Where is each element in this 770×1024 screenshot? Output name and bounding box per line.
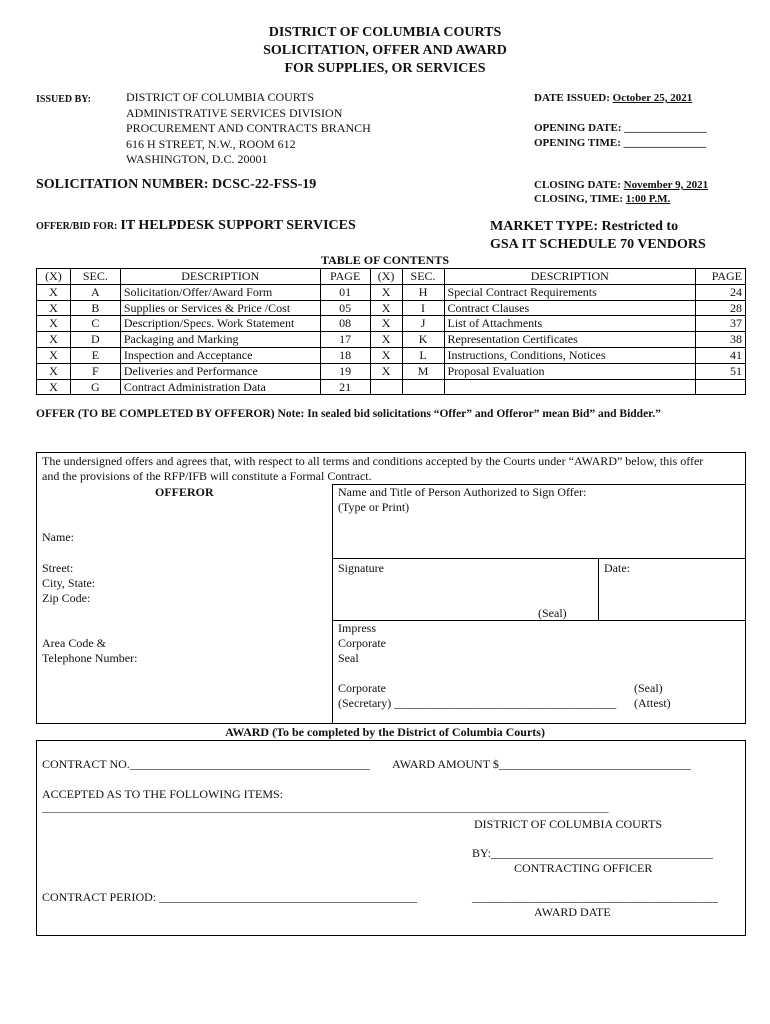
- toc-cell-x: X: [37, 363, 71, 379]
- accepted-items-label: ACCEPTED AS TO THE FOLLOWING ITEMS:: [42, 787, 284, 801]
- toc-cell-x: [370, 379, 402, 395]
- toc-cell-page: 21: [320, 379, 370, 395]
- name-title-line1: Name and Title of Person Authorized to Sign Offer:: [338, 485, 587, 499]
- toc-row: [37, 316, 746, 332]
- toc-cell-sec: [402, 379, 444, 395]
- offer-bid-for: [36, 218, 356, 234]
- form-title-line2: SOLICITATION, OFFER AND AWARD: [263, 43, 507, 58]
- issued-by-line: WASHINGTON, D.C. 20001: [126, 152, 268, 166]
- toc-row: [37, 284, 746, 300]
- toc-cell-desc: Inspection and Acceptance: [120, 347, 320, 363]
- closing-date-value: November 9, 2021: [623, 179, 709, 191]
- toc-cell-sec: K: [402, 332, 444, 348]
- issued-by-address: [126, 90, 371, 168]
- solicitation-number: SOLICITATION NUMBER: DCSC-22-FSS-19: [36, 177, 317, 192]
- offer-note: OFFER (TO BE COMPLETED BY OFFEROR) Note: In sealed bid solicitations “Offer” and Offeror” mean Bid” and Bidder.”: [36, 408, 661, 420]
- by-signature-line: BY:_____________________________________: [472, 846, 713, 860]
- toc-cell-page: [696, 379, 746, 395]
- telephone-label: Telephone Number:: [42, 651, 138, 665]
- market-type-line2: GSA IT SCHEDULE 70 VENDORS: [490, 237, 706, 252]
- toc-cell-x: X: [37, 379, 71, 395]
- corporate-seal-label: (Seal): [634, 681, 663, 695]
- date-issued: [534, 92, 692, 104]
- toc-header-desc: DESCRIPTION: [120, 269, 320, 285]
- toc-row: [37, 379, 746, 395]
- toc-cell-x: X: [37, 300, 71, 316]
- issued-by-line: DISTRICT OF COLUMBIA COURTS: [126, 90, 315, 104]
- toc-cell-sec: C: [70, 316, 120, 332]
- toc-cell-desc: Representation Certificates: [444, 332, 696, 348]
- toc-cell-sec: G: [70, 379, 120, 395]
- offer-bid-value: IT HELPDESK SUPPORT SERVICES: [120, 218, 356, 233]
- form-title-line3: FOR SUPPLIES, OR SERVICES: [284, 61, 486, 76]
- toc-cell-sec: J: [402, 316, 444, 332]
- toc-cell-sec: I: [402, 300, 444, 316]
- accepted-items-line: ______________________________________________________________________________________________________________________: [42, 803, 609, 814]
- toc-cell-x: X: [370, 284, 402, 300]
- issued-by-line: PROCUREMENT AND CONTRACTS BRANCH: [126, 121, 371, 135]
- toc-header-row: [37, 269, 746, 285]
- issued-by-line: 616 H STREET, N.W., ROOM 612: [126, 136, 296, 151]
- date-issued-value: October 25, 2021: [612, 92, 693, 104]
- toc-header-desc: DESCRIPTION: [444, 269, 696, 285]
- toc-cell-desc: Description/Specs. Work Statement: [120, 316, 320, 332]
- street-label: Street:: [42, 561, 74, 575]
- toc-cell-x: X: [37, 284, 71, 300]
- opening-date: OPENING DATE: _______________: [534, 122, 707, 134]
- toc-cell-page: 01: [320, 284, 370, 300]
- courts-signature-label: DISTRICT OF COLUMBIA COURTS: [474, 817, 663, 831]
- toc-cell-desc: [444, 379, 696, 395]
- market-type-line1: MARKET TYPE: Restricted to: [490, 219, 679, 234]
- toc-cell-sec: D: [70, 332, 120, 348]
- city-state-label: City, State:: [42, 576, 96, 590]
- toc-cell-desc: Proposal Evaluation: [444, 363, 696, 379]
- toc-cell-page: 05: [320, 300, 370, 316]
- closing-date: [534, 179, 708, 191]
- award-amount-field: AWARD AMOUNT $________________________________: [392, 757, 691, 771]
- toc-cell-x: X: [370, 347, 402, 363]
- toc-cell-page: 51: [696, 363, 746, 379]
- toc-cell-page: 24: [696, 284, 746, 300]
- offeror-heading: OFFEROR: [155, 485, 214, 499]
- signature-divider-top: [332, 558, 746, 559]
- toc-cell-sec: L: [402, 347, 444, 363]
- toc-cell-desc: List of Attachments: [444, 316, 696, 332]
- toc-header-page: PAGE: [696, 269, 746, 285]
- toc-cell-x: X: [37, 332, 71, 348]
- impress-line1: Impress: [338, 621, 376, 635]
- toc-cell-desc: Solicitation/Offer/Award Form: [120, 284, 320, 300]
- toc-cell-page: 18: [320, 347, 370, 363]
- table-of-contents: [36, 268, 746, 395]
- date-divider: [598, 558, 599, 620]
- toc-cell-desc: Supplies or Services & Price /Cost: [120, 300, 320, 316]
- contract-number-field: CONTRACT NO.________________________________________: [42, 757, 370, 771]
- seal-label: (Seal): [538, 606, 567, 620]
- toc-cell-x: X: [37, 347, 71, 363]
- issued-by-label: ISSUED BY:: [36, 94, 91, 105]
- closing-time-value: 1:00 P.M.: [625, 193, 671, 205]
- date-label: Date:: [604, 561, 630, 575]
- toc-cell-sec: B: [70, 300, 120, 316]
- toc-row: [37, 347, 746, 363]
- award-heading: AWARD (To be completed by the District of Columbia Courts): [225, 725, 545, 739]
- toc-cell-sec: E: [70, 347, 120, 363]
- toc-cell-desc: Contract Clauses: [444, 300, 696, 316]
- impress-line3: Seal: [338, 651, 359, 665]
- corporate-label: Corporate: [338, 681, 386, 695]
- opening-time: OPENING TIME: _______________: [534, 137, 707, 149]
- award-date-line: _________________________________________: [472, 890, 718, 904]
- toc-cell-page: 37: [696, 316, 746, 332]
- toc-cell-desc: Instructions, Conditions, Notices: [444, 347, 696, 363]
- offer-intro-line1: The undersigned offers and agrees that, with respect to all terms and conditions accepted by the Courts under “AWARD” below, this offer: [42, 454, 704, 468]
- toc-cell-page: 08: [320, 316, 370, 332]
- award-date-label: AWARD DATE: [534, 905, 611, 919]
- toc-cell-x: X: [370, 316, 402, 332]
- area-code-label: Area Code &: [42, 636, 106, 650]
- closing-date-label: CLOSING DATE:: [534, 179, 621, 191]
- date-issued-label: DATE ISSUED:: [534, 92, 610, 104]
- toc-cell-desc: Contract Administration Data: [120, 379, 320, 395]
- toc-header-sec: SEC.: [70, 269, 120, 285]
- toc-cell-sec: M: [402, 363, 444, 379]
- offer-bid-label: OFFER/BID FOR:: [36, 221, 118, 232]
- toc-cell-page: 41: [696, 347, 746, 363]
- toc-cell-x: X: [37, 316, 71, 332]
- toc-cell-desc: Deliveries and Performance: [120, 363, 320, 379]
- toc-header-x: (X): [370, 269, 402, 285]
- offer-intro-line2: and the provisions of the RFP/IFB will constitute a Formal Contract.: [42, 469, 372, 483]
- zip-code-label: Zip Code:: [42, 591, 91, 605]
- issued-by-line: ADMINISTRATIVE SERVICES DIVISION: [126, 105, 343, 120]
- offer-column-divider: [332, 484, 333, 724]
- toc-cell-page: 19: [320, 363, 370, 379]
- toc-cell-x: X: [370, 300, 402, 316]
- toc-cell-sec: H: [402, 284, 444, 300]
- toc-cell-page: 28: [696, 300, 746, 316]
- closing-time: [534, 193, 670, 205]
- attest-label: (Attest): [634, 696, 671, 710]
- contract-period-field: CONTRACT PERIOD: ___________________________________________: [42, 890, 418, 904]
- toc-title: TABLE OF CONTENTS: [320, 253, 450, 267]
- impress-line2: Corporate: [338, 636, 386, 650]
- form-title-line1: DISTRICT OF COLUMBIA COURTS: [268, 25, 502, 40]
- toc-header-sec: SEC.: [402, 269, 444, 285]
- name-title-line2: (Type or Print): [338, 500, 410, 514]
- market-type: [490, 218, 706, 254]
- toc-cell-page: 38: [696, 332, 746, 348]
- signature-label: Signature: [338, 561, 384, 575]
- toc-cell-desc: Packaging and Marking: [120, 332, 320, 348]
- toc-header-x: (X): [37, 269, 71, 285]
- toc-cell-sec: A: [70, 284, 120, 300]
- toc-row: [37, 300, 746, 316]
- secretary-line: (Secretary) _____________________________________: [338, 696, 617, 710]
- toc-cell-page: 17: [320, 332, 370, 348]
- toc-row: [37, 363, 746, 379]
- toc-cell-desc: Special Contract Requirements: [444, 284, 696, 300]
- name-label: Name:: [42, 530, 74, 544]
- closing-time-label: CLOSING, TIME:: [534, 193, 624, 205]
- toc-cell-x: X: [370, 332, 402, 348]
- toc-cell-x: X: [370, 363, 402, 379]
- toc-header-page: PAGE: [320, 269, 370, 285]
- toc-cell-sec: F: [70, 363, 120, 379]
- contracting-officer-label: CONTRACTING OFFICER: [514, 861, 653, 875]
- toc-row: [37, 332, 746, 348]
